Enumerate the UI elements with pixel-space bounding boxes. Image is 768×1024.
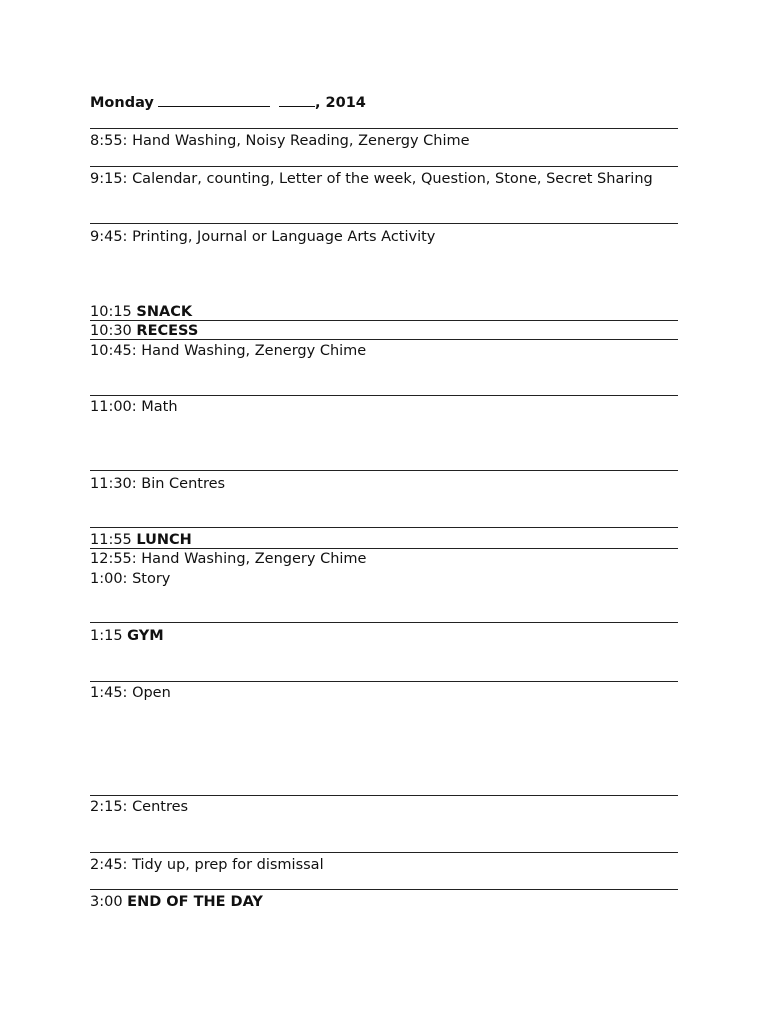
row-time: 11:00: xyxy=(90,399,137,415)
schedule-row xyxy=(90,475,690,493)
row-time: 9:15: xyxy=(90,171,128,187)
schedule-row xyxy=(90,132,690,150)
schedule-row xyxy=(90,228,690,246)
year-separator: , xyxy=(314,95,321,111)
row-time: 8:55: xyxy=(90,133,128,149)
divider-line xyxy=(90,622,678,623)
row-time: 1:00: xyxy=(90,571,128,587)
row-activity: Calendar, counting, Letter of the week, Question, Stone, Secret Sharing xyxy=(132,171,653,187)
schedule-row xyxy=(90,398,690,416)
schedule-row xyxy=(90,856,690,874)
divider-line xyxy=(90,852,678,853)
row-time: 2:45: xyxy=(90,857,128,873)
row-activity: LUNCH xyxy=(136,532,192,548)
schedule-row xyxy=(90,627,690,645)
row-activity: Hand Washing, Noisy Reading, Zenergy Chime xyxy=(132,133,470,149)
divider-line xyxy=(90,223,678,224)
schedule-row xyxy=(90,342,690,360)
schedule-row xyxy=(90,322,690,340)
divider-line xyxy=(90,795,678,796)
row-activity: Hand Washing, Zengery Chime xyxy=(141,551,367,567)
divider-line xyxy=(90,128,678,129)
schedule-row xyxy=(90,531,690,549)
schedule-row xyxy=(90,570,690,588)
day-label: Monday xyxy=(90,95,154,111)
row-activity: Bin Centres xyxy=(141,476,226,492)
row-activity: Math xyxy=(141,399,178,415)
row-activity: GYM xyxy=(127,628,164,644)
row-time: 10:45: xyxy=(90,343,137,359)
divider-line xyxy=(90,527,678,528)
divider-line xyxy=(90,889,678,890)
schedule-row xyxy=(90,798,690,816)
schedule-row xyxy=(90,170,690,188)
row-time: 2:15: xyxy=(90,799,128,815)
date-blank-month xyxy=(158,94,270,107)
row-time: 10:30 xyxy=(90,323,132,339)
divider-line xyxy=(90,166,678,167)
schedule-row xyxy=(90,303,690,321)
schedule-row xyxy=(90,684,690,702)
row-time: 11:55 xyxy=(90,532,132,548)
row-activity: RECESS xyxy=(136,323,199,339)
divider-line xyxy=(90,470,678,471)
row-time: 9:45: xyxy=(90,229,128,245)
row-time: 12:55: xyxy=(90,551,137,567)
row-activity: END OF THE DAY xyxy=(127,894,263,910)
row-time: 3:00 xyxy=(90,894,123,910)
year-label: 2014 xyxy=(325,95,366,111)
divider-line xyxy=(90,395,678,396)
row-activity: Tidy up, prep for dismissal xyxy=(132,857,324,873)
schedule-row xyxy=(90,893,690,911)
row-time: 1:15 xyxy=(90,628,123,644)
row-activity: Hand Washing, Zenergy Chime xyxy=(141,343,367,359)
row-activity: Printing, Journal or Language Arts Activity xyxy=(132,229,436,245)
schedule-row xyxy=(90,550,690,568)
row-time: 10:15 xyxy=(90,304,132,320)
row-activity: Story xyxy=(132,571,171,587)
row-activity: SNACK xyxy=(136,304,193,320)
page-title xyxy=(90,94,366,112)
row-time: 11:30: xyxy=(90,476,137,492)
row-activity: Open xyxy=(132,685,171,701)
divider-line xyxy=(90,681,678,682)
row-activity: Centres xyxy=(132,799,189,815)
date-blank-day xyxy=(279,94,315,107)
row-time: 1:45: xyxy=(90,685,128,701)
